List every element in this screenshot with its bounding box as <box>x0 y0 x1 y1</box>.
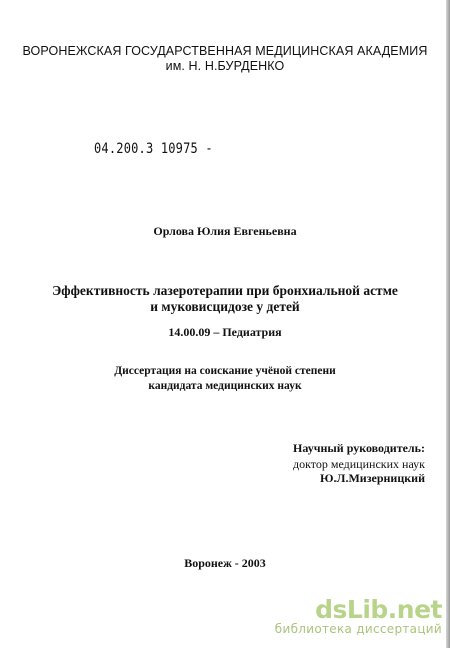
registry-stamp: 04.200.3 10975 - <box>94 140 213 157</box>
institution-honorific: им. Н. Н.БУРДЕНКО <box>165 59 285 73</box>
author-name: Орлова Юлия Евгеньевна <box>153 224 297 238</box>
supervisor-name: Ю.Л.Мизерницкий <box>320 471 425 485</box>
scan-edge-shadow <box>446 0 450 648</box>
supervisor-heading: Научный руководитель: <box>293 441 425 455</box>
watermark-tagline: библиотека диссертаций <box>274 622 442 636</box>
specialty-code: 14.00.09 – Педиатрия <box>168 325 282 339</box>
dissertation-title-line1: Эффективность лазеротерапии при бронхиальной астме <box>52 283 398 298</box>
dissertation-title-line2: и муковисцидозе у детей <box>150 299 300 314</box>
degree-statement-line2: кандидата медицинских наук <box>148 380 302 392</box>
degree-statement-line1: Диссертация на соискание учёной степени <box>114 365 336 377</box>
watermark <box>274 595 442 636</box>
city-year: Воронеж - 2003 <box>184 556 266 570</box>
watermark-logo: dsLib.net <box>315 595 442 624</box>
institution-name: ВОРОНЕЖСКАЯ ГОСУДАРСТВЕННАЯ МЕДИЦИНСКАЯ АКАДЕМИЯ <box>22 44 428 58</box>
supervisor-degree: доктор медицинских наук <box>293 457 425 471</box>
